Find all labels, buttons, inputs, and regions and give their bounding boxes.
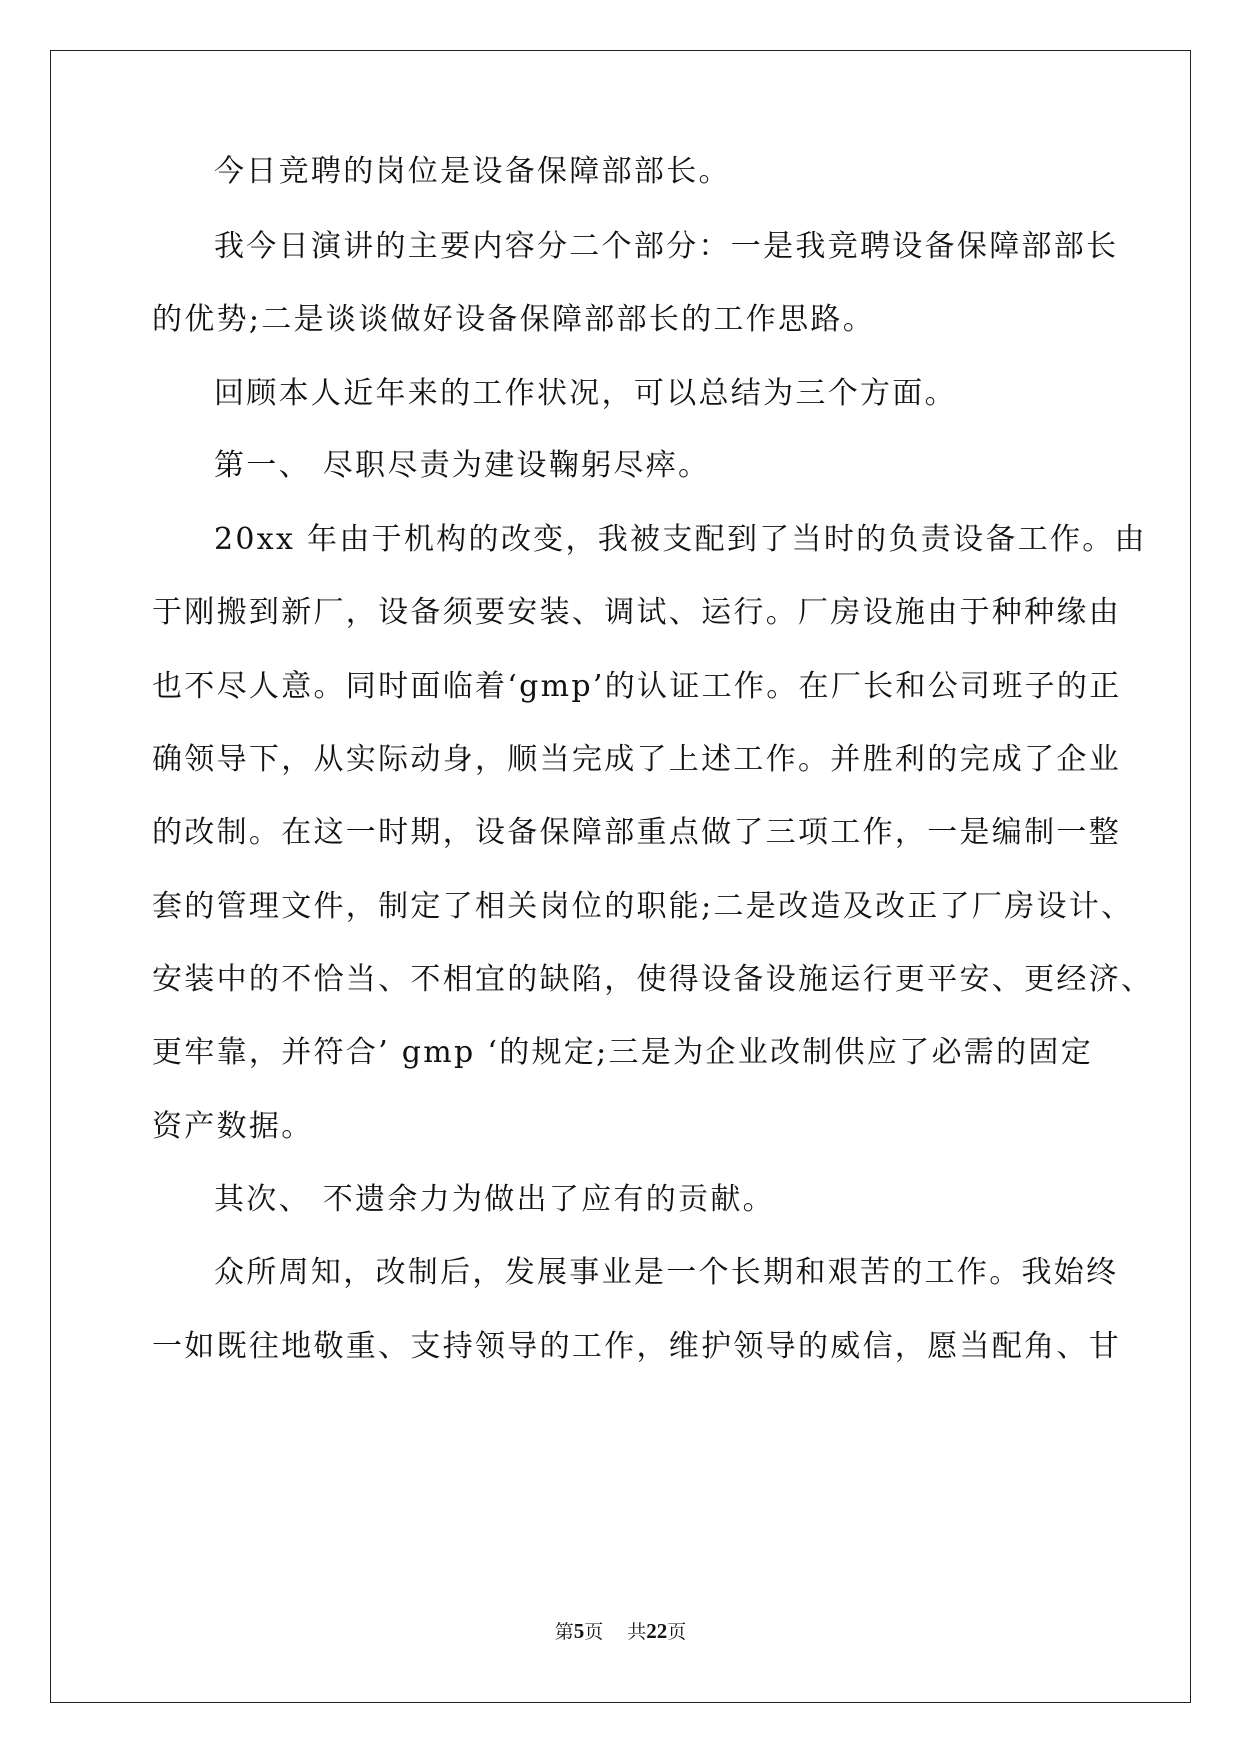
current-page-number: 5 xyxy=(573,1619,585,1643)
footer-total-prefix: 共 xyxy=(627,1621,647,1643)
footer-page-unit: 页 xyxy=(584,1621,604,1643)
page-border xyxy=(50,50,1191,1703)
paragraph-line: 回顾本人近年来的工作状况，可以总结为三个方面。 xyxy=(214,376,957,411)
paragraph-line: 套的管理文件，制定了相关岗位的职能;二是改造及改正了厂房设计、 xyxy=(152,889,1134,924)
paragraph-line: 其次、 不遗余力为做出了应有的贡献。 xyxy=(214,1182,775,1217)
paragraph-line: 确领导下，从实际动身，顺当完成了上述工作。并胜利的完成了企业 xyxy=(152,742,1121,777)
paragraph-line: 我今日演讲的主要内容分二个部分：一是我竞聘设备保障部部长 xyxy=(214,229,1119,264)
paragraph-line: 安装中的不恰当、不相宜的缺陷，使得设备设施运行更平安、更经济、 xyxy=(152,962,1154,997)
paragraph-line: 的优势;二是谈谈做好设备保障部部长的工作思路。 xyxy=(152,302,876,337)
paragraph-line: 资产数据。 xyxy=(152,1109,314,1144)
paragraph-line: 一如既往地敬重、支持领导的工作，维护领导的威信，愿当配角、甘 xyxy=(152,1329,1121,1364)
footer-total-unit: 页 xyxy=(667,1621,687,1643)
paragraph-line: 更牢靠，并符合’ gmp ‘的规定;三是为企业改制供应了必需的固定 xyxy=(152,1035,1094,1070)
total-page-number: 22 xyxy=(646,1619,668,1643)
paragraph-line: 众所周知，改制后，发展事业是一个长期和艰苦的工作。我始终 xyxy=(214,1255,1119,1290)
paragraph-line: 也不尽人意。同时面临着‘gmp’的认证工作。在厂长和公司班子的正 xyxy=(152,669,1122,704)
paragraph-line: 第一、 尽职尽责为建设鞠躬尽瘁。 xyxy=(214,448,711,483)
paragraph-line: 今日竞聘的岗位是设备保障部部长。 xyxy=(214,154,731,189)
paragraph-line: 于刚搬到新厂，设备须要安装、调试、运行。厂房设施由于种种缘由 xyxy=(152,595,1121,630)
paragraph-line: 20xx 年由于机构的改变，我被支配到了当时的负责设备工作。由 xyxy=(214,522,1147,557)
page-number-footer xyxy=(0,1619,1241,1644)
footer-prefix: 第 xyxy=(554,1621,574,1643)
paragraph-line: 的改制。在这一时期，设备保障部重点做了三项工作，一是编制一整 xyxy=(152,815,1121,850)
